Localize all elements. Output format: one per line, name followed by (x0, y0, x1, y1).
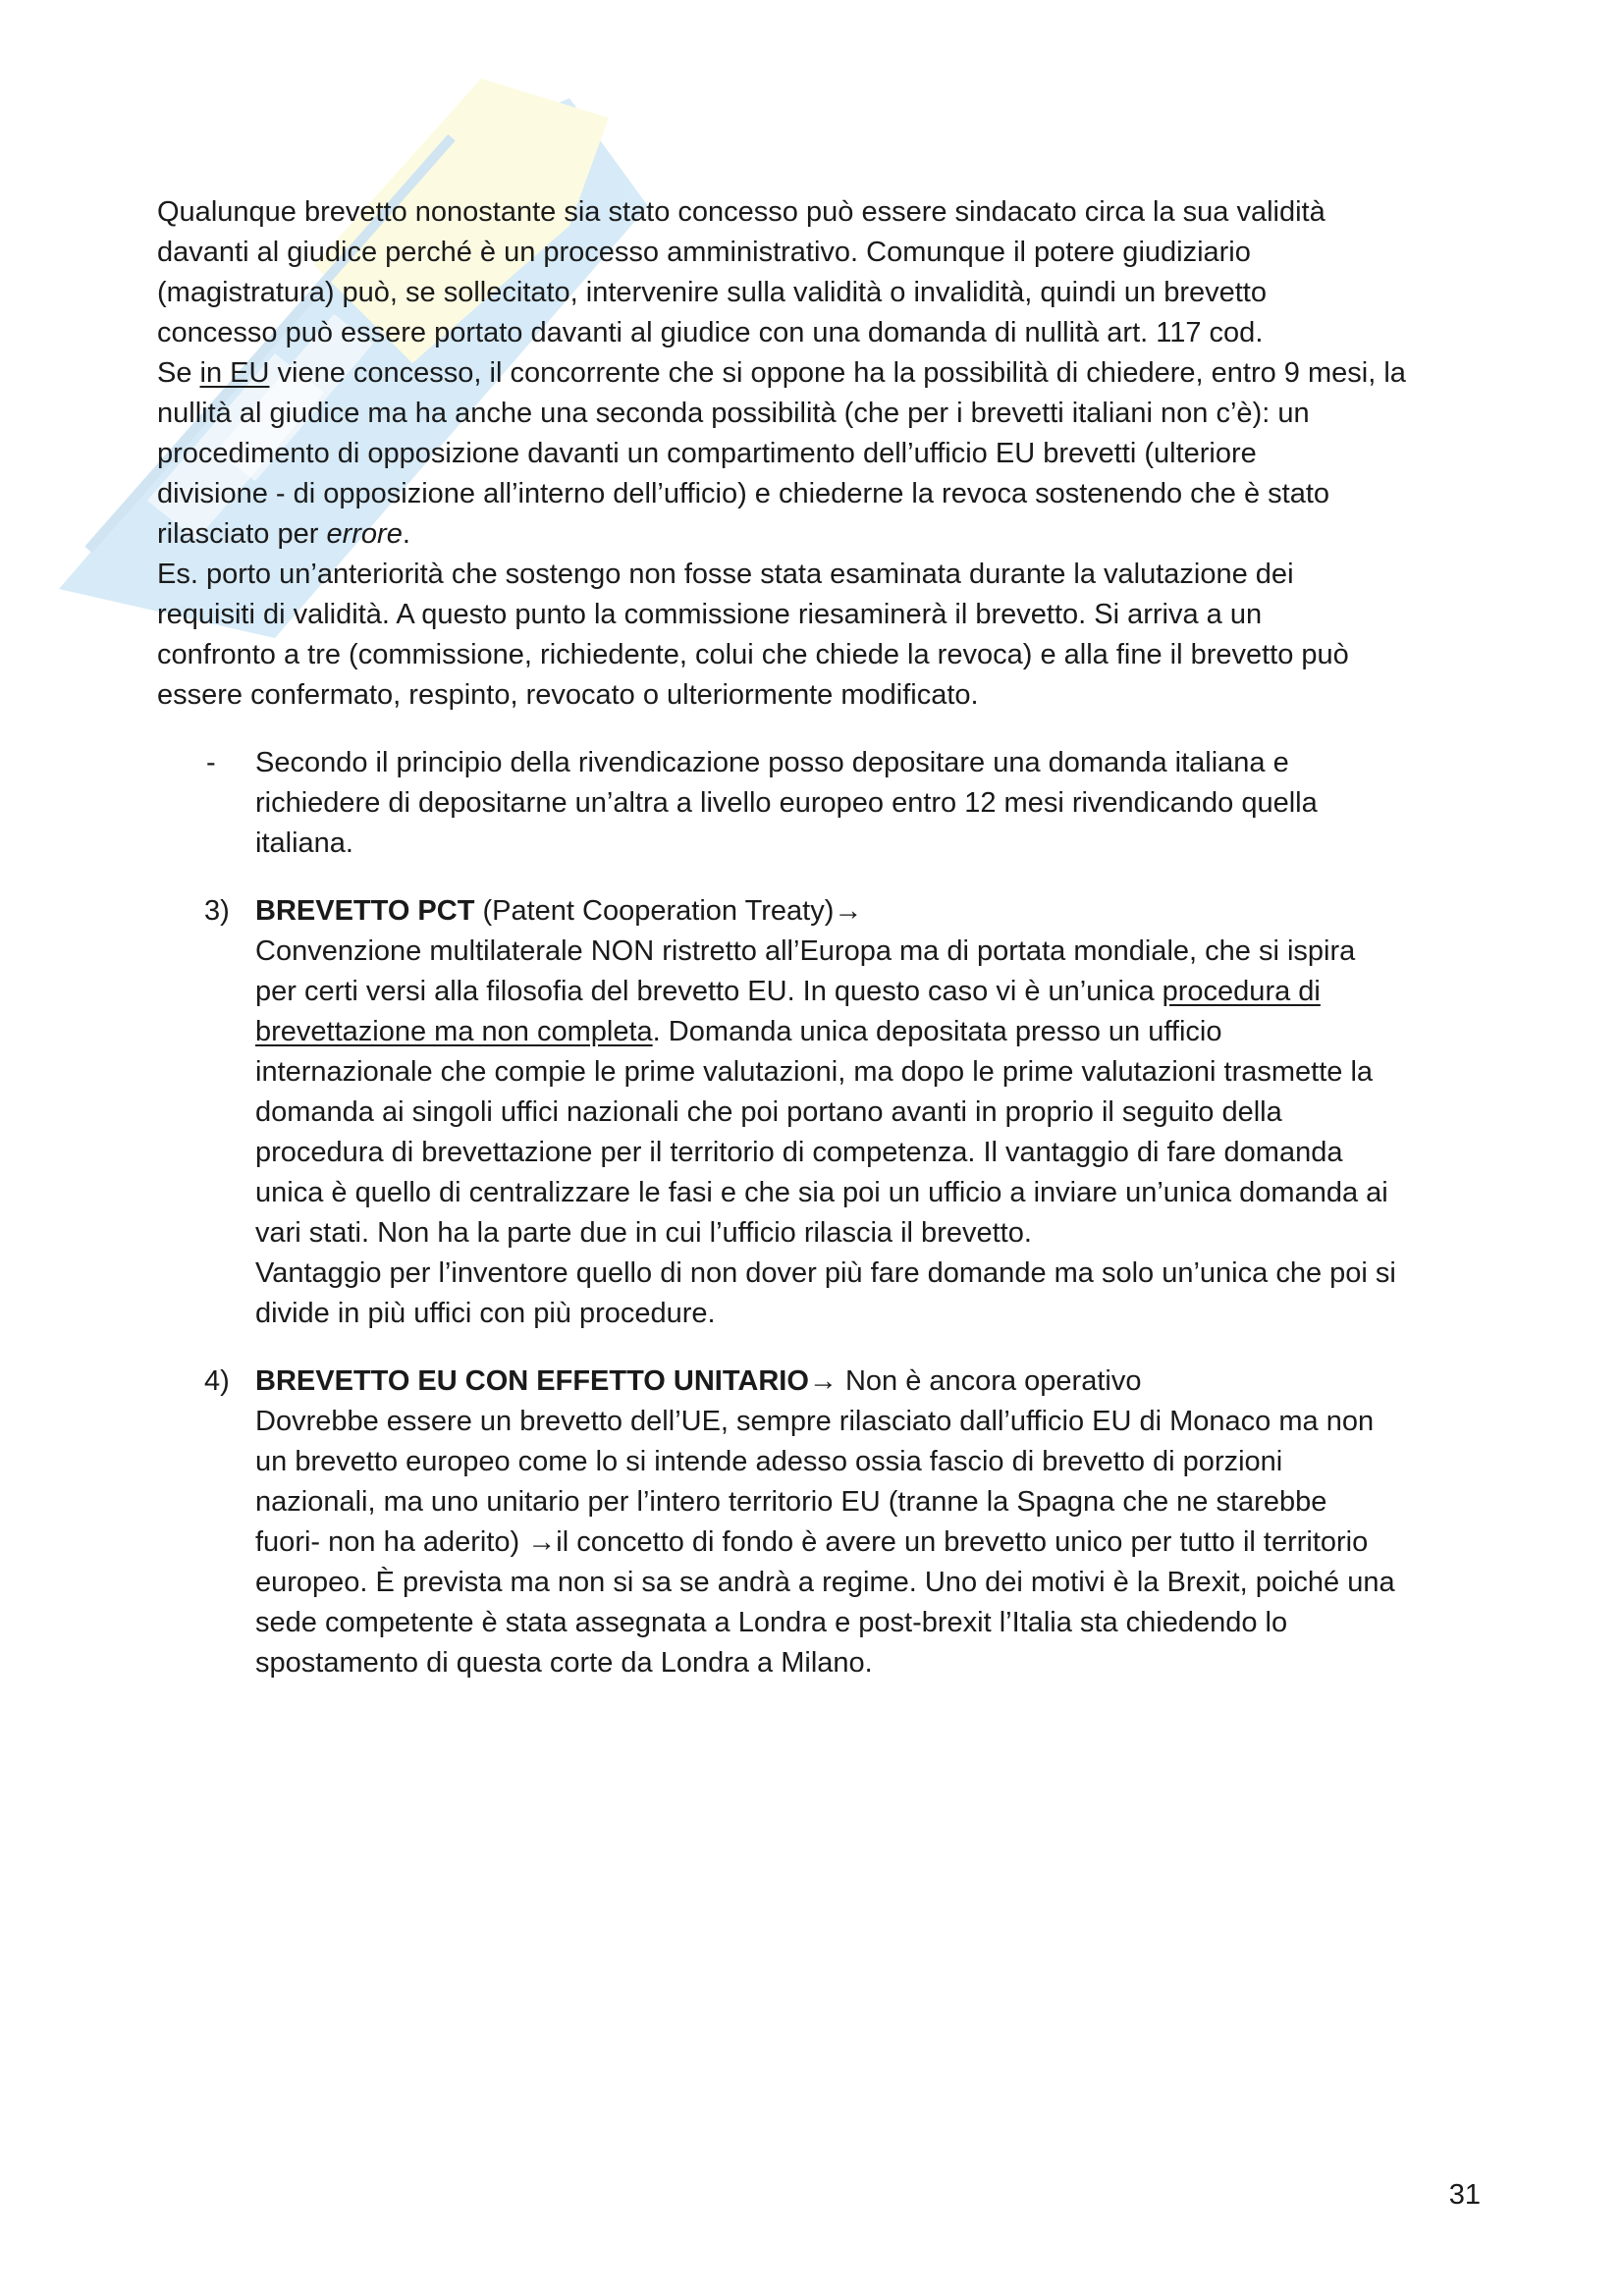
item-heading (255, 891, 1483, 932)
text-line: requisiti di validità. A questo punto la commissione riesaminerà il brevetto. Si arriva a un (157, 599, 1263, 630)
text-line: un brevetto europeo come lo si intende adesso ossia fascio di brevetto di porzioni (255, 1446, 1283, 1477)
text-line: procedimento di opposizione davanti un compartimento dell’ufficio EU brevetti (ulteriore (157, 438, 1257, 469)
text-line: richiedere di depositarne un’altra a livello europeo entro 12 mesi rivendicando quella (255, 787, 1318, 819)
text-line: Qualunque brevetto nonostante sia stato concesso può essere sindacato circa la sua validità (157, 196, 1325, 228)
intro-paragraph (157, 192, 1483, 716)
bullet-marker: - (206, 747, 216, 778)
text-line: internazionale che compie le prime valutazioni, ma dopo le prime valutazioni trasmette la (255, 1056, 1374, 1088)
text-run: rilasciato per (157, 518, 327, 550)
text-line: divisione - di opposizione all’interno dell’ufficio) e chiederne la revoca sostenendo che è stato (157, 478, 1330, 509)
text-line: Es. porto un’anteriorità che sostengo non fosse stata esaminata durante la valutazione dei (157, 559, 1294, 590)
text-line: fuori- non ha aderito) →il concetto di fondo è avere un brevetto unico per tutto il territorio (255, 1526, 1369, 1558)
arrow-icon: → (808, 1365, 838, 1397)
text-line: Convenzione multilaterale NON ristretto all’Europa ma di portata mondiale, che si ispira (255, 935, 1356, 967)
text-line: confronto a tre (commissione, richiedente, colui che chiede la revoca) e alla fine il brevetto può (157, 639, 1349, 670)
text-line: divide in più uffici con più procedure. (255, 1298, 716, 1329)
text-line: vari stati. Non ha la parte due in cui l’ufficio rilascia il brevetto. (255, 1217, 1032, 1249)
text-line (255, 1012, 1483, 1052)
text-line: Secondo il principio della rivendicazione posso depositare una domanda italiana e (255, 747, 1289, 778)
text-line (255, 972, 1483, 1012)
text-line: davanti al giudice perché è un processo amministrativo. Comunque il potere giudiziario (157, 237, 1251, 268)
text-line (157, 514, 1483, 555)
text-line: essere confermato, respinto, revocato o ulteriormente modificato. (157, 679, 979, 711)
text-line: nazionali, ma uno unitario per l’intero territorio EU (tranne la Spagna che ne starebbe (255, 1486, 1327, 1518)
heading-bold: BREVETTO EU CON EFFETTO UNITARIO (255, 1365, 809, 1397)
document-body (157, 192, 1483, 1683)
text-line: concesso può essere portato davanti al giudice con una domanda di nullità art. 117 cod. (157, 317, 1264, 348)
underlined-text: in EU (199, 357, 270, 389)
text-line: unica è quello di centralizzare le fasi e che sia poi un ufficio a inviare un’unica domanda ai (255, 1177, 1388, 1208)
text-run: Se (157, 357, 200, 389)
page-number: 31 (1448, 2179, 1481, 2211)
text-line: nullità al giudice ma ha anche una seconda possibilità (che per i brevetti italiani non c’è): un (157, 398, 1310, 429)
italic-text: errore (326, 518, 403, 550)
heading-bold: BREVETTO PCT (255, 895, 475, 927)
text-line: procedura di brevettazione per il territorio di competenza. Il vantaggio di fare domanda (255, 1137, 1343, 1168)
text-line: spostamento di questa corte da Londra a Milano. (255, 1647, 873, 1679)
text-line: domanda ai singoli uffici nazionali che poi portano avanti in proprio il seguito della (255, 1096, 1282, 1128)
numbered-item-3 (157, 891, 1483, 1334)
heading-rest: (Patent Cooperation Treaty) (474, 895, 835, 927)
text-line: Vantaggio per l’inventore quello di non dover più fare domande ma solo un’unica che poi si (255, 1257, 1396, 1289)
text-line: sede competente è stata assegnata a Londra e post-brexit l’Italia sta chiedendo lo (255, 1607, 1288, 1638)
text-line: europeo. È prevista ma non si sa se andrà a regime. Uno dei motivi è la Brexit, poiché una (255, 1567, 1395, 1598)
arrow-icon: → (834, 895, 863, 927)
text-run: viene concesso, il concorrente che si oppone ha la possibilità di chiedere, entro 9 mesi, la (269, 357, 1406, 389)
list-number: 3) (204, 895, 230, 927)
text-line (157, 353, 1483, 394)
item-heading (255, 1362, 1483, 1402)
text-line: (magistratura) può, se sollecitato, intervenire sulla validità o invalidità, quindi un brevetto (157, 277, 1267, 308)
text-line: Dovrebbe essere un brevetto dell’UE, sempre rilasciato dall’ufficio EU di Monaco ma non (255, 1406, 1375, 1437)
heading-rest: Non è ancora operativo (837, 1365, 1142, 1397)
text-run: per certi versi alla filosofia del brevetto EU. In questo caso vi è un’unica (255, 976, 1163, 1007)
text-run: . (402, 518, 410, 550)
underlined-text: brevettazione ma non completa (255, 1016, 653, 1047)
text-line: italiana. (255, 828, 353, 859)
text-run: . Domanda unica depositata presso un ufficio (652, 1016, 1222, 1047)
numbered-item-4 (157, 1362, 1483, 1683)
list-number: 4) (204, 1365, 230, 1397)
bullet-item (157, 743, 1483, 864)
underlined-text: procedura di (1162, 976, 1321, 1007)
